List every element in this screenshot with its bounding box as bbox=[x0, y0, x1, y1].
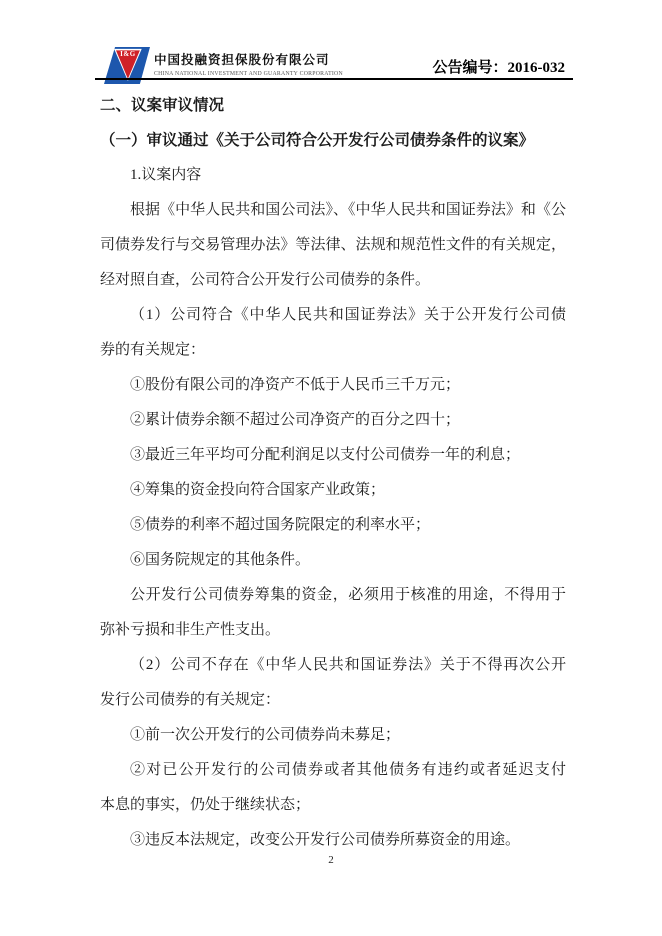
company-name-block bbox=[154, 50, 343, 77]
list-item: ②对已公开发行的公司债券或者其他债务有违约或者延迟支付 bbox=[130, 762, 566, 778]
logo-monogram: I&G bbox=[120, 50, 136, 58]
document-body bbox=[100, 88, 566, 858]
list-item: ⑤债券的利率不超过国务院限定的利率水平； bbox=[130, 517, 431, 533]
page-footer bbox=[0, 850, 662, 868]
list-item: ①前一次公开发行的公司债券尚未募足； bbox=[130, 727, 401, 743]
header-divider bbox=[95, 78, 573, 80]
list-item: ④筹集的资金投向符合国家产业政策； bbox=[130, 482, 386, 498]
list-item: ⑥国务院规定的其他条件。 bbox=[130, 552, 311, 568]
list-item: ③违反本法规定，改变公开发行公司债券所募资金的用途。 bbox=[130, 832, 521, 848]
subsection-heading: （一）审议通过《关于公司符合公开发行公司债券条件的议案》 bbox=[100, 132, 535, 149]
company-name-chinese: 中国投融资担保股份有限公司 bbox=[154, 53, 330, 67]
list-item: ①股份有限公司的净资产不低于人民币三千万元； bbox=[130, 377, 461, 393]
document-header bbox=[0, 0, 662, 80]
body-line: 司债券发行与交易管理办法》等法律、法规和规范性文件的有关规定， bbox=[100, 237, 566, 253]
body-line: 弥补亏损和非生产性支出。 bbox=[100, 622, 281, 638]
list-item: ②累计债券余额不超过公司净资产的百分之四十； bbox=[130, 412, 461, 428]
body-line: 券的有关规定： bbox=[100, 342, 206, 358]
page-number: 2 bbox=[328, 854, 334, 866]
body-line: 发行公司债券的有关规定： bbox=[100, 692, 281, 708]
list-item: ③最近三年平均可分配利润足以支付公司债券一年的利息； bbox=[130, 447, 521, 463]
body-line: （2）公司不存在《中华人民共和国证券法》关于不得再次公开 bbox=[130, 657, 566, 673]
body-line: 根据《中华人民共和国公司法》、《中华人民共和国证券法》和《公 bbox=[130, 202, 566, 218]
body-line: 经对照自查，公司符合公开发行公司债券的条件。 bbox=[100, 272, 431, 288]
body-line: 公开发行公司债券筹集的资金，必须用于核准的用途，不得用于 bbox=[130, 587, 566, 603]
item-heading: 1.议案内容 bbox=[130, 167, 202, 183]
announcement-number: 公告编号：2016-032 bbox=[432, 60, 565, 76]
body-line: 本息的事实，仍处于继续状态； bbox=[100, 797, 311, 813]
section-heading: 二、议案审议情况 bbox=[100, 97, 225, 114]
company-name-english: CHINA NATIONAL INVESTMENT AND GUARANTY CORPORATION bbox=[154, 71, 343, 77]
body-line: （1）公司符合《中华人民共和国证券法》关于公开发行公司债 bbox=[130, 307, 566, 323]
